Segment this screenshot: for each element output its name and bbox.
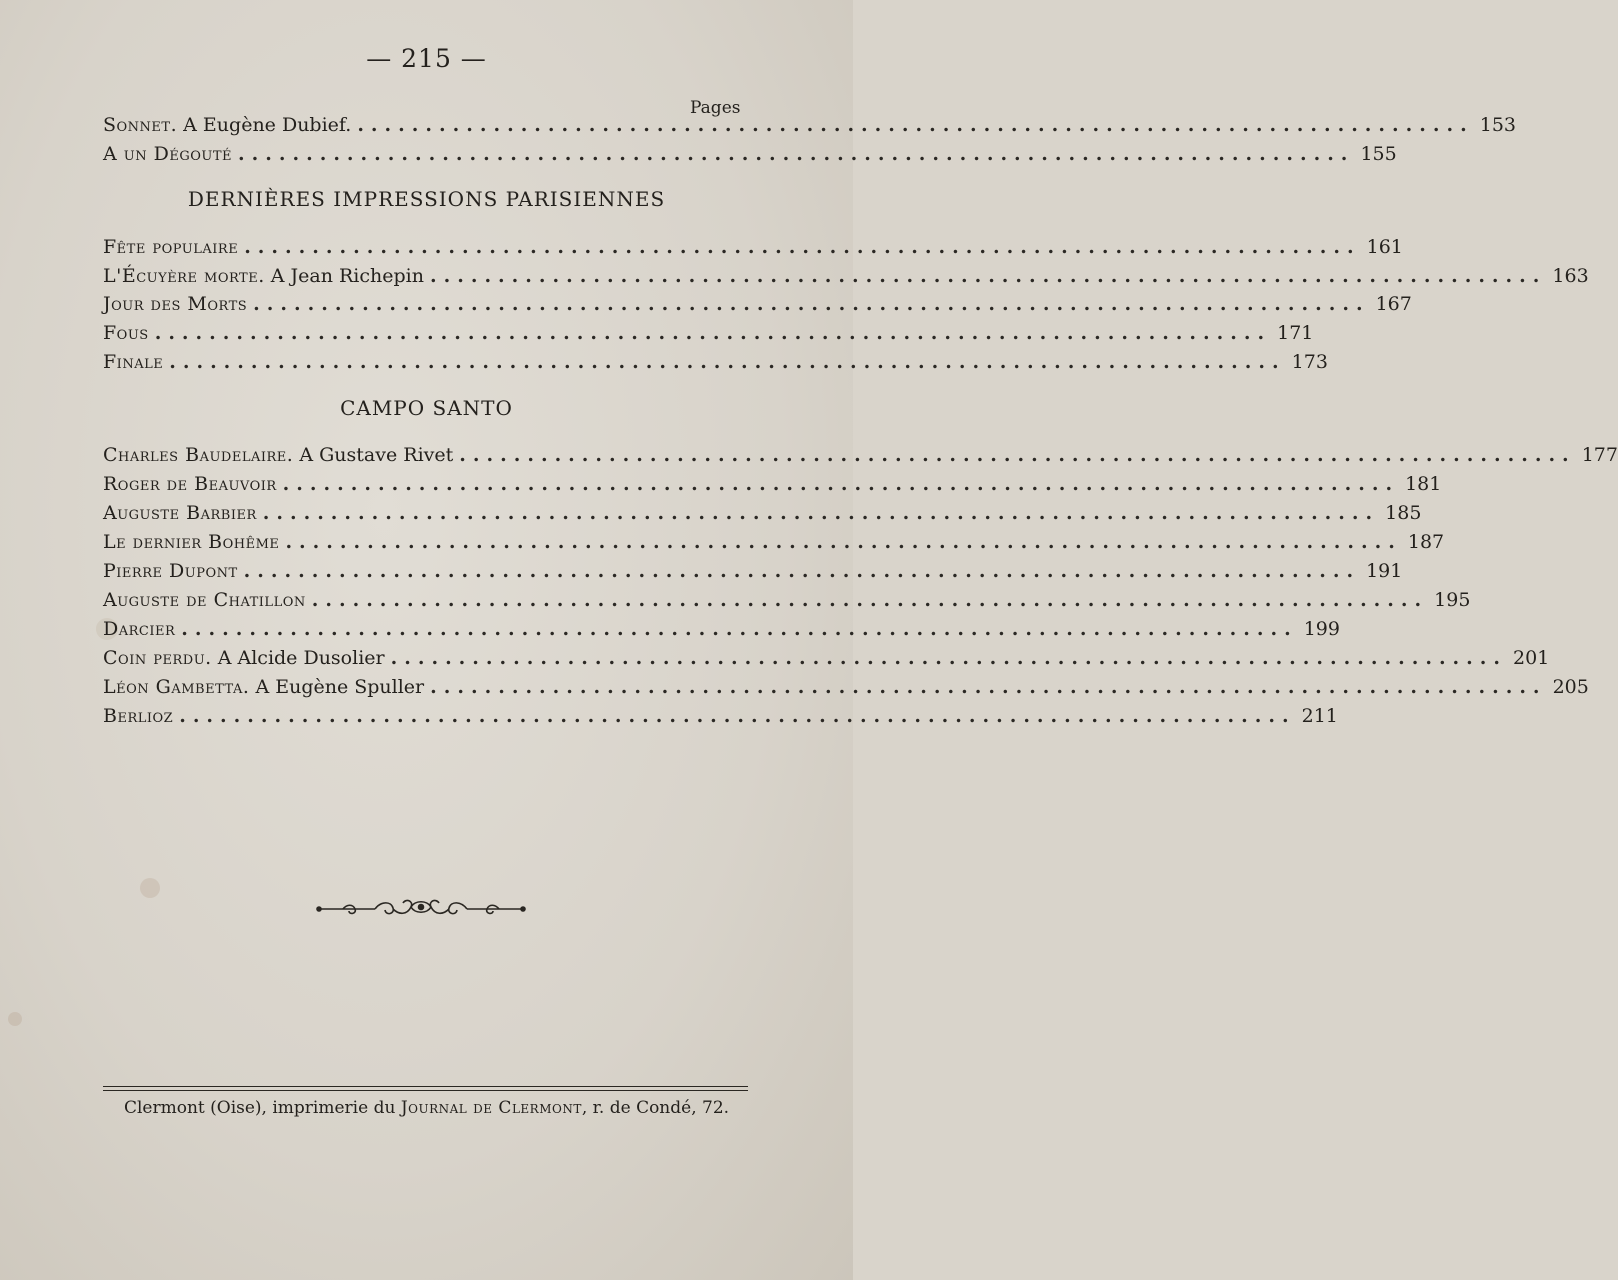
dot-leader: .................................................................................. (253, 293, 1370, 315)
entry-page: 185 (1385, 502, 1422, 524)
entry-title: Pierre Dupont (103, 560, 238, 582)
entry-title: Fête populaire (103, 236, 239, 258)
toc-entry (103, 586, 1471, 614)
entry-page: 161 (1366, 236, 1403, 258)
entry-page: 205 (1552, 676, 1589, 698)
toc-entry (103, 290, 1412, 318)
dot-leader: .................................................................................. (285, 531, 1402, 553)
entry-title: Auguste Barbier (103, 502, 257, 524)
paper-stain (8, 1012, 22, 1026)
dot-leader: .................................................................................. (154, 322, 1272, 344)
toc-entry (103, 140, 1397, 168)
toc-entry (103, 528, 1445, 556)
toc-entry (103, 673, 1589, 701)
printer-imprint: Clermont (Oise), imprimerie du Journal de Clermont, r. de Condé, 72. (123, 1098, 730, 1118)
entry-page: 173 (1291, 351, 1328, 373)
entry-title: Auguste de Chatillon (103, 589, 306, 611)
toc-entry (103, 470, 1442, 498)
entry-page: 181 (1405, 473, 1442, 495)
toc-entry (103, 348, 1328, 376)
section-heading: DERNIÈRES IMPRESSIONS PARISIENNES (187, 187, 666, 211)
dot-leader: .................................................................................. (357, 114, 1474, 136)
dot-leader: .................................................................................. (179, 705, 1296, 727)
dot-leader: .................................................................................. (390, 647, 1508, 669)
entry-page: 177 (1581, 444, 1618, 466)
entry-title: Sonnet. A Eugène Dubief. (103, 114, 352, 136)
entry-title: Darcier (103, 618, 176, 640)
entry-page: 163 (1552, 265, 1589, 287)
entry-page: 167 (1375, 293, 1412, 315)
dot-leader: .................................................................................. (181, 618, 1298, 640)
toc-entry (103, 441, 1618, 469)
dot-leader: .................................................................................. (282, 473, 1400, 495)
entry-title: Finale (103, 351, 164, 373)
dot-leader: .................................................................................. (244, 236, 1361, 258)
toc-entry (103, 262, 1589, 290)
toc-entry (103, 233, 1403, 261)
entry-title: Fous (103, 322, 149, 344)
toc-entry (103, 644, 1550, 672)
toc-entry (103, 319, 1314, 347)
dot-leader: .................................................................................. (429, 265, 1547, 287)
entry-page: 195 (1434, 589, 1471, 611)
footer-rule (103, 1086, 748, 1091)
dot-leader: .................................................................................. (243, 560, 1361, 582)
entry-title: Le dernier Bohême (103, 531, 280, 553)
entry-title: Roger de Beauvoir (103, 473, 277, 495)
toc-entry (103, 557, 1403, 585)
entry-page: 199 (1303, 618, 1340, 640)
entry-title: Coin perdu. A Alcide Dusolier (103, 647, 385, 669)
entry-page: 155 (1360, 143, 1397, 165)
toc-entry (103, 499, 1422, 527)
dot-leader: .................................................................................. (169, 351, 1286, 373)
pages-column-label: Pages (690, 98, 741, 118)
dot-leader: .................................................................................. (262, 502, 1380, 524)
entry-title: Léon Gambetta. A Eugène Spuller (103, 676, 425, 698)
section-heading: CAMPO SANTO (340, 396, 513, 420)
dot-leader: .................................................................................. (430, 676, 1547, 698)
dot-leader: .................................................................................. (459, 444, 1576, 466)
toc-entry (103, 702, 1338, 730)
entry-page: 187 (1407, 531, 1445, 553)
paper-stain (140, 878, 160, 898)
dot-leader: .................................................................................. (311, 589, 1429, 611)
entry-page: 171 (1277, 322, 1314, 344)
entry-title: Jour des Morts (103, 293, 248, 315)
ornament-icon (315, 896, 527, 922)
toc-entry (103, 111, 1516, 139)
entry-title: Charles Baudelaire. A Gustave Rivet (103, 444, 454, 466)
dot-leader: .................................................................................. (238, 143, 1355, 165)
entry-page: 153 (1479, 114, 1516, 136)
entry-title: Berlioz (103, 705, 174, 727)
entry-page: 191 (1366, 560, 1403, 582)
toc-entry (103, 615, 1340, 643)
entry-title: L'Écuyère morte. A Jean Richepin (103, 265, 424, 287)
entry-page: 201 (1513, 647, 1550, 669)
entry-page: 211 (1301, 705, 1338, 727)
page-number: — 215 — (366, 44, 487, 73)
entry-title: A un Dégouté (103, 143, 233, 165)
